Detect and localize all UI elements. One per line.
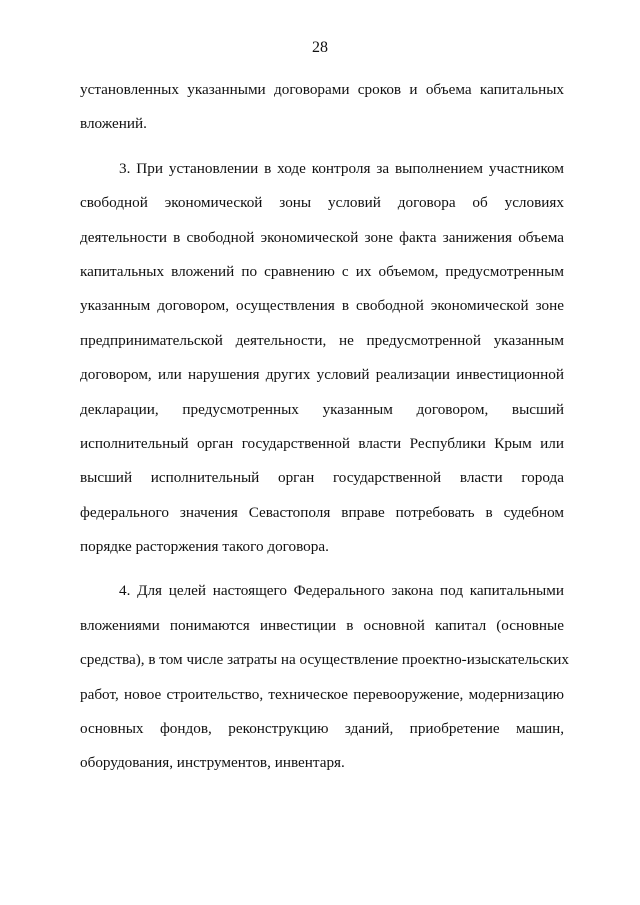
text-line: средства), в том числе затраты на осуществление проектно-изыскательских	[80, 651, 570, 669]
text-line: договором, или нарушения других условий реализации инвестиционной	[80, 366, 564, 384]
text-line: 3. При установлении в ходе контроля за выполнением участником	[119, 159, 564, 177]
text-line: работ, новое строительство, техническое перевооружение, модернизацию	[80, 685, 564, 703]
text-line: федерального значения Севастополя вправе потребовать в судебном	[80, 503, 564, 521]
page-number: 28	[312, 39, 328, 56]
text-line: оборудования, инструментов, инвентаря.	[80, 754, 345, 772]
paragraph-item-4	[80, 574, 570, 780]
text-line: установленных указанными договорами сроков и объема капитальных	[80, 81, 564, 98]
text-line: свободной экономической зоны условий договора об условиях	[80, 194, 564, 212]
document-body	[80, 73, 570, 781]
text-line: предпринимательской деятельности, не предусмотренной указанным	[80, 331, 564, 349]
text-line: вложениями понимаются инвестиции в основной капитал (основные	[80, 616, 564, 634]
paragraph-item-3	[80, 152, 564, 565]
text-line: 4. Для целей настоящего Федерального закона под капитальными	[119, 582, 564, 600]
text-line: указанным договором, осуществления в свободной экономической зоне	[80, 297, 564, 315]
text-line: порядке расторжения такого договора.	[80, 538, 329, 556]
text-line: деятельности в свободной экономической зоне факта занижения объема	[80, 228, 564, 246]
paragraph-continuation	[80, 73, 564, 142]
text-line: высший исполнительный орган государственной власти города	[80, 469, 564, 487]
text-line: исполнительный орган государственной власти Республики Крым или	[80, 434, 564, 452]
text-line: вложений.	[80, 115, 147, 133]
text-line: основных фондов, реконструкцию зданий, приобретение машин,	[80, 720, 564, 738]
text-line: капитальных вложений по сравнению с их объемом, предусмотренным	[80, 262, 564, 280]
text-line: декларации, предусмотренных указанным договором, высший	[80, 400, 564, 418]
